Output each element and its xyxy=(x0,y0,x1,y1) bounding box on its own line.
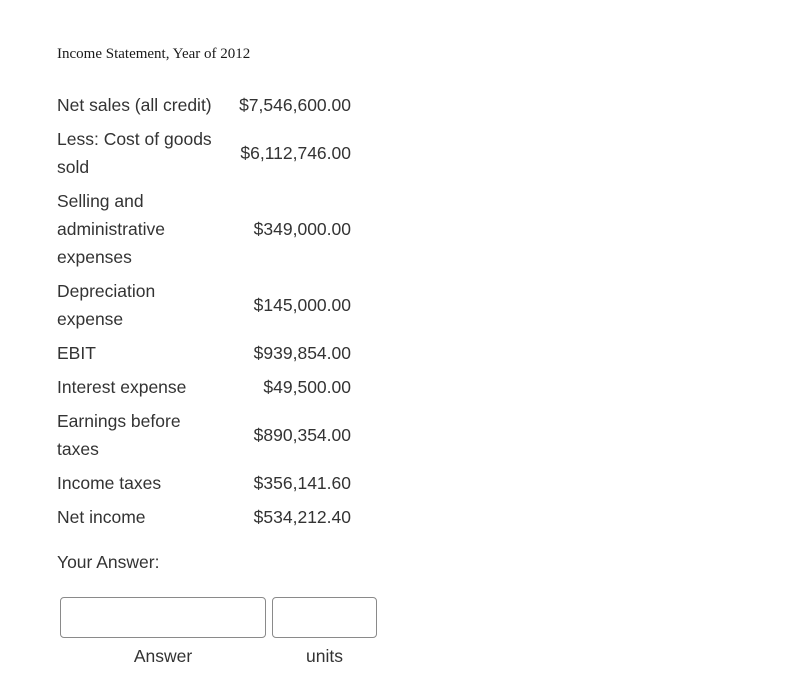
statement-title: Income Statement, Year of 2012 xyxy=(57,46,251,62)
row-label-interest-expense: Interest expense xyxy=(57,377,187,397)
row-label-earnings-before-taxes: Earnings before taxes xyxy=(57,411,181,459)
answer-input[interactable] xyxy=(60,597,266,638)
row-label-net-sales: Net sales (all credit) xyxy=(57,95,212,115)
row-label-selling-admin-expenses: Selling and administrative expenses xyxy=(57,191,165,267)
table-row xyxy=(57,407,351,469)
row-value-ebit: $939,854.00 xyxy=(253,343,351,363)
row-label-ebit: EBIT xyxy=(57,343,96,363)
row-label-income-taxes: Income taxes xyxy=(57,473,162,493)
your-answer-label: Your Answer: xyxy=(57,552,160,572)
row-value-earnings-before-taxes: $890,354.00 xyxy=(253,425,351,445)
table-row xyxy=(57,187,351,277)
table-row xyxy=(57,373,351,407)
row-value-interest-expense: $49,500.00 xyxy=(263,377,351,397)
table-row xyxy=(57,339,351,373)
table-row xyxy=(57,503,351,537)
income-statement-table xyxy=(57,91,351,537)
units-input[interactable] xyxy=(272,597,377,638)
table-row xyxy=(57,125,351,187)
row-label-cost-of-goods-sold: Less: Cost of goods sold xyxy=(57,129,212,177)
units-caption: units xyxy=(306,646,343,666)
row-value-income-taxes: $356,141.60 xyxy=(253,473,351,493)
row-value-net-sales: $7,546,600.00 xyxy=(239,95,351,115)
table-row xyxy=(57,469,351,503)
row-value-net-income: $534,212.40 xyxy=(253,507,351,527)
row-value-cost-of-goods-sold: $6,112,746.00 xyxy=(240,143,351,163)
row-label-depreciation-expense: Depreciation expense xyxy=(57,281,156,329)
row-value-depreciation-expense: $145,000.00 xyxy=(253,295,351,315)
answer-caption: Answer xyxy=(133,646,193,666)
table-row xyxy=(57,91,351,125)
row-value-selling-admin-expenses: $349,000.00 xyxy=(253,219,351,239)
row-label-net-income: Net income xyxy=(57,507,146,527)
table-row xyxy=(57,277,351,339)
